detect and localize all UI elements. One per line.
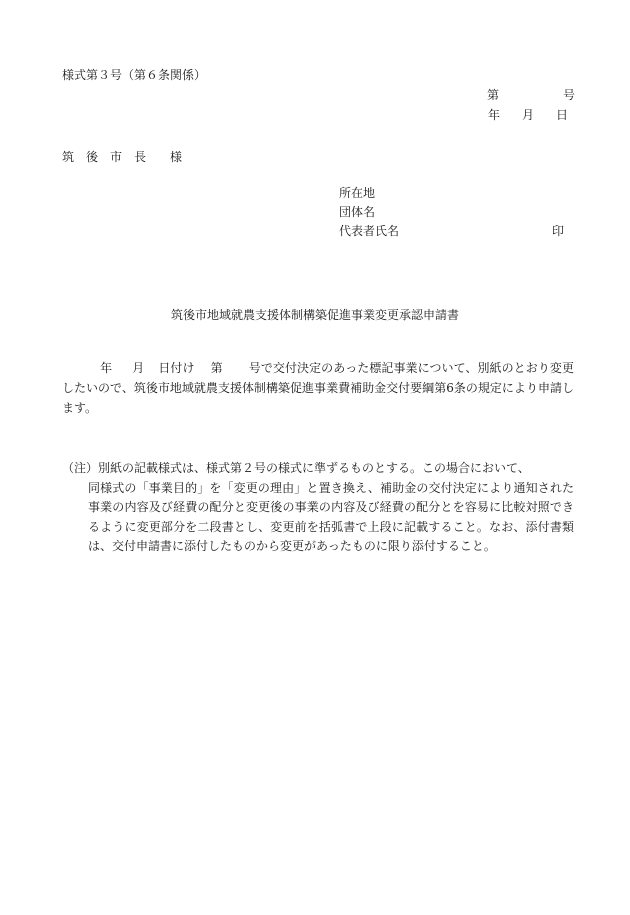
note-continuation: 同様式の「事業目的」を「変更の理由」と置き換え、補助金の交付決定により通知された事業の内容及び経費の配分と変更後の事業の内容及び経費の配分とを容易に比較対照できるように変更部分を二段書とし、変更前を括弧書で上段に記載すること。なお、添付書類は、交付申請書に添付したものから変更があったものに限り添付すること。 — [88, 480, 574, 553]
date-year: 年 — [488, 108, 501, 122]
applicant-block — [339, 184, 565, 241]
form-label: 様式第３号（第６条関係） — [62, 68, 207, 82]
address-label: 所在地 — [339, 186, 376, 200]
document-number — [487, 86, 575, 103]
body-dated: 日付け — [158, 361, 195, 375]
document-title: 筑後市地域就農支援体制構築促進事業変更承認申請書 — [170, 308, 459, 322]
representative-row — [339, 222, 565, 241]
representative-label: 代表者氏名 — [339, 224, 400, 238]
note-heading: （注）別紙の記載様式は、様式第２号の様式に準ずるものとする。この場合において、 — [62, 461, 530, 475]
note-block — [62, 459, 574, 557]
document-date — [488, 106, 568, 123]
date-day: 日 — [556, 108, 569, 122]
document-number-prefix: 第 — [487, 88, 500, 102]
date-month: 月 — [522, 108, 535, 122]
body-text: 号で交付決定のあった標記事業について、別紙のとおり変更したいので、筑後市地域就農支援体制構築促進事業費補助金交付要綱第6条の規定により申請します。 — [62, 361, 574, 415]
organization-label: 団体名 — [339, 205, 376, 219]
body-number-prefix: 第 — [210, 361, 223, 375]
body-month: 月 — [132, 361, 145, 375]
body-paragraph — [62, 358, 574, 418]
body-year: 年 — [100, 361, 113, 375]
document-number-suffix: 号 — [563, 88, 576, 102]
addressee: 筑 後 市 長 様 — [62, 150, 183, 164]
seal-mark: 印 — [552, 224, 565, 238]
